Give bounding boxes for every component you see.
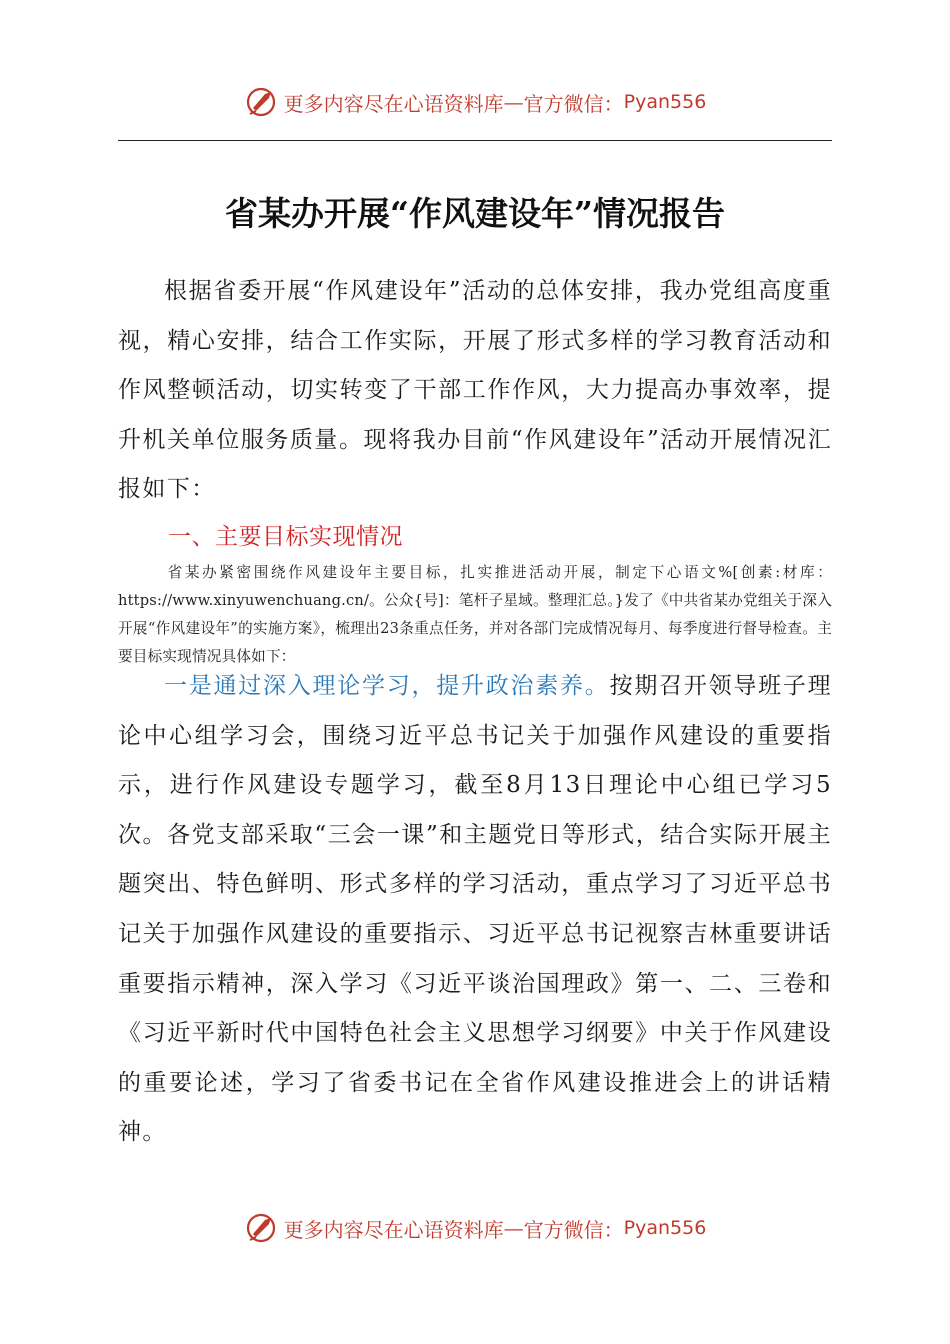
banner-text: 更多内容尽在心语资料库: [283, 1217, 504, 1242]
item-paragraph: [118, 662, 832, 1158]
intro-paragraph: [118, 267, 832, 515]
banner-separator: —: [503, 1216, 524, 1240]
item-lead: 一是通过深入理论学习，提升政治素养。: [164, 673, 610, 699]
footer-banner: [0, 1208, 950, 1248]
pen-nib-logo-icon: [244, 1210, 280, 1246]
section-heading: 一、主要目标实现情况: [168, 524, 403, 550]
banner-wechat-id: Pyan556: [623, 91, 707, 113]
section-summary: [118, 559, 832, 671]
banner-wechat-label: 官方微信：: [523, 91, 624, 116]
banner-wechat-id: Pyan556: [623, 1217, 707, 1239]
document-title: 省某办开展“作风建设年”情况报告: [225, 194, 725, 233]
banner-separator: —: [503, 90, 524, 114]
intro-text: 根据省委开展“作风建设年”活动的总体安排，我办党组高度重视，精心安排，结合工作实际，开展了形式多样的学习教育活动和作风整顿活动，切实转变了干部工作作风，大力提高办事效率，提升机关单位服务质量。现将我办目前“作风建设年”活动开展情况汇报如下：: [118, 278, 832, 503]
item-text: [118, 662, 832, 1158]
pen-nib-logo-icon: [244, 84, 280, 120]
banner-text: 更多内容尽在心语资料库: [283, 91, 504, 116]
banner-wechat-label: 官方微信：: [523, 1217, 624, 1242]
header-banner: [0, 82, 950, 122]
item-body: 按期召开领导班子理论中心组学习会，围绕习近平总书记关于加强作风建设的重要指示，进行作风建设专题学习，截至8月13日理论中心组已学习5次。各党支部采取“三会一课”和主题党日等形式，结合实际开展主题突出、特色鲜明、形式多样的学习活动，重点学习了习近平总书记关于加强作风建设的重要指示、习近平总书记视察吉林重要讲话重要指示精神，深入学习《习近平谈治国理政》第一、二、三卷和《习近平新时代中国特色社会主义思想学习纲要》中关于作风建设的重要论述，学习了省委书记在全省作风建设推进会上的讲话精神。: [118, 673, 832, 1146]
header-rule: [118, 140, 832, 141]
section-summary-text: 省某办紧密围绕作风建设年主要目标，扎实推进活动开展，制定下心语文%[创素:材库：https://www.xinyuwenchuang.cn/。公众{号]：笔杆子星域。整理汇总。}发了《中共省某办党组关于深入开展“作风建设年”的实施方案》，梳理出23条重点任务，并对各部门完成情况每月、每季度进行督导检查。主要目标实现情况具体如下：: [118, 564, 832, 665]
